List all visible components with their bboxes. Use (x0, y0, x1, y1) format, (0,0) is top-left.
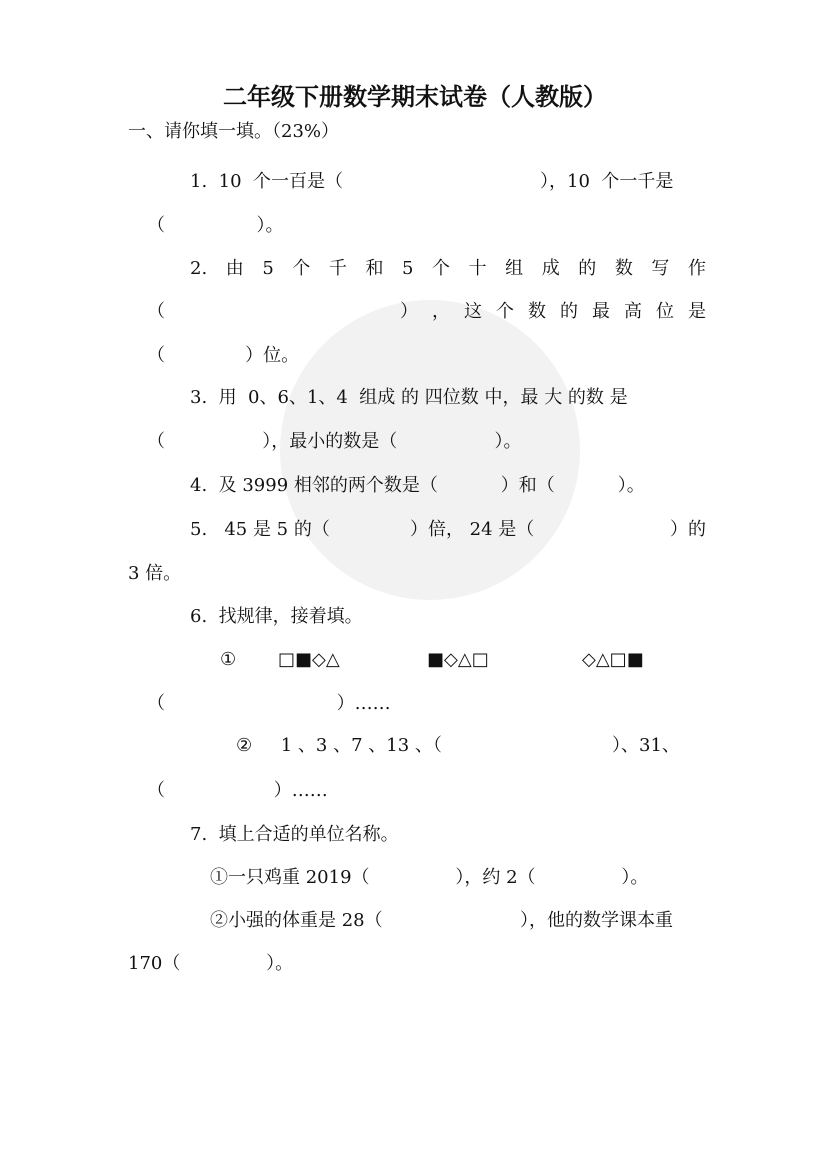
q1-line-b: （ ）。 (147, 215, 284, 236)
q2_a-char: 千 (328, 258, 347, 279)
q2_a-char: 5 (262, 258, 274, 279)
q7-1-line: ①一只鸡重 2019（ ），约 2（ ）。 (210, 867, 649, 888)
q2_a-char: 由 (225, 258, 244, 279)
q2_b_right-char: 个 (496, 301, 514, 322)
q6-1-group-2: ■◇△□ (427, 649, 489, 670)
q2_b_right-char: ） (400, 301, 418, 322)
section-heading: 一、请你填一填。（23%） (128, 121, 340, 142)
q2_a-char: 5 (402, 258, 414, 279)
q2_b_right-char: 的 (560, 301, 578, 322)
q2-line-a (190, 257, 706, 281)
q3-line-b: （ ），最小的数是（ ）。 (147, 431, 522, 452)
q2_a-char: 和 (365, 258, 384, 279)
q6-1-group-3: ◇△□■ (582, 649, 644, 670)
q1-line-a-left: 1. 10 个一百是（ (190, 171, 343, 192)
q7-line: 7. 填上合适的单位名称。 (190, 824, 399, 845)
q2_b_right-char: 位 (656, 301, 674, 322)
q2_a-char: 的 (578, 258, 597, 279)
q2_a-char: 组 (505, 258, 524, 279)
q2_b_right-char: 是 (688, 301, 706, 322)
q7-2-line-right: ），他的数学课本重 (520, 910, 673, 931)
q2_a-char: 作 (687, 258, 706, 279)
q2_b_right-char: 数 (528, 301, 546, 322)
q2_a-char: 十 (468, 258, 487, 279)
q5-line-a-right: ）的 (670, 519, 706, 540)
q6-line: 6. 找规律，接着填。 (190, 606, 363, 627)
q4-line: 4. 及 3999 相邻的两个数是（ ）和（ ）。 (190, 475, 645, 496)
q2_b_right-char: 这 (464, 301, 482, 322)
q2_a-char: 2. (190, 258, 208, 279)
q6-2-answer: （ ）…… (147, 780, 328, 801)
q6-1-answer: （ ）…… (147, 693, 391, 714)
q5-line-a-left: 5. 45 是 5 的（ ）倍， 24 是（ (190, 519, 535, 540)
q2_a-char: 写 (651, 258, 670, 279)
q6-1-group-1: □■◇△ (278, 649, 340, 670)
q2_b_right-char: 最 (592, 301, 610, 322)
page-title: 二年级下册数学期末试卷（人教版） (223, 83, 607, 111)
q2_a-char: 数 (614, 258, 633, 279)
q7-3-line: 170（ ）。 (128, 953, 294, 974)
q3-line-a: 3. 用 0、6、1、4 组成 的 四位数 中，最 大 的数 是 (190, 387, 628, 408)
q6-2-left: ② 1 、3 、7 、13 、（ (236, 735, 442, 756)
q2-line-b-right (400, 300, 706, 324)
q2_a-char: 个 (292, 258, 311, 279)
q2_b_right-char: ， (432, 301, 450, 322)
q2_a-char: 成 (541, 258, 560, 279)
q6-2-right: ）、31、 (612, 735, 680, 756)
q2-line-b-left: （ (147, 301, 165, 322)
q2_a-char: 个 (432, 258, 451, 279)
q1-line-a-right: ），10 个一千是 (540, 171, 674, 192)
q2-line-c: （ ）位。 (147, 345, 300, 366)
q7-2-line-left: ②小强的体重是 28（ (210, 910, 383, 931)
q6-1-number: ① (220, 649, 237, 670)
q5-line-b: 3 倍。 (128, 563, 182, 584)
q2_b_right-char: 高 (624, 301, 642, 322)
